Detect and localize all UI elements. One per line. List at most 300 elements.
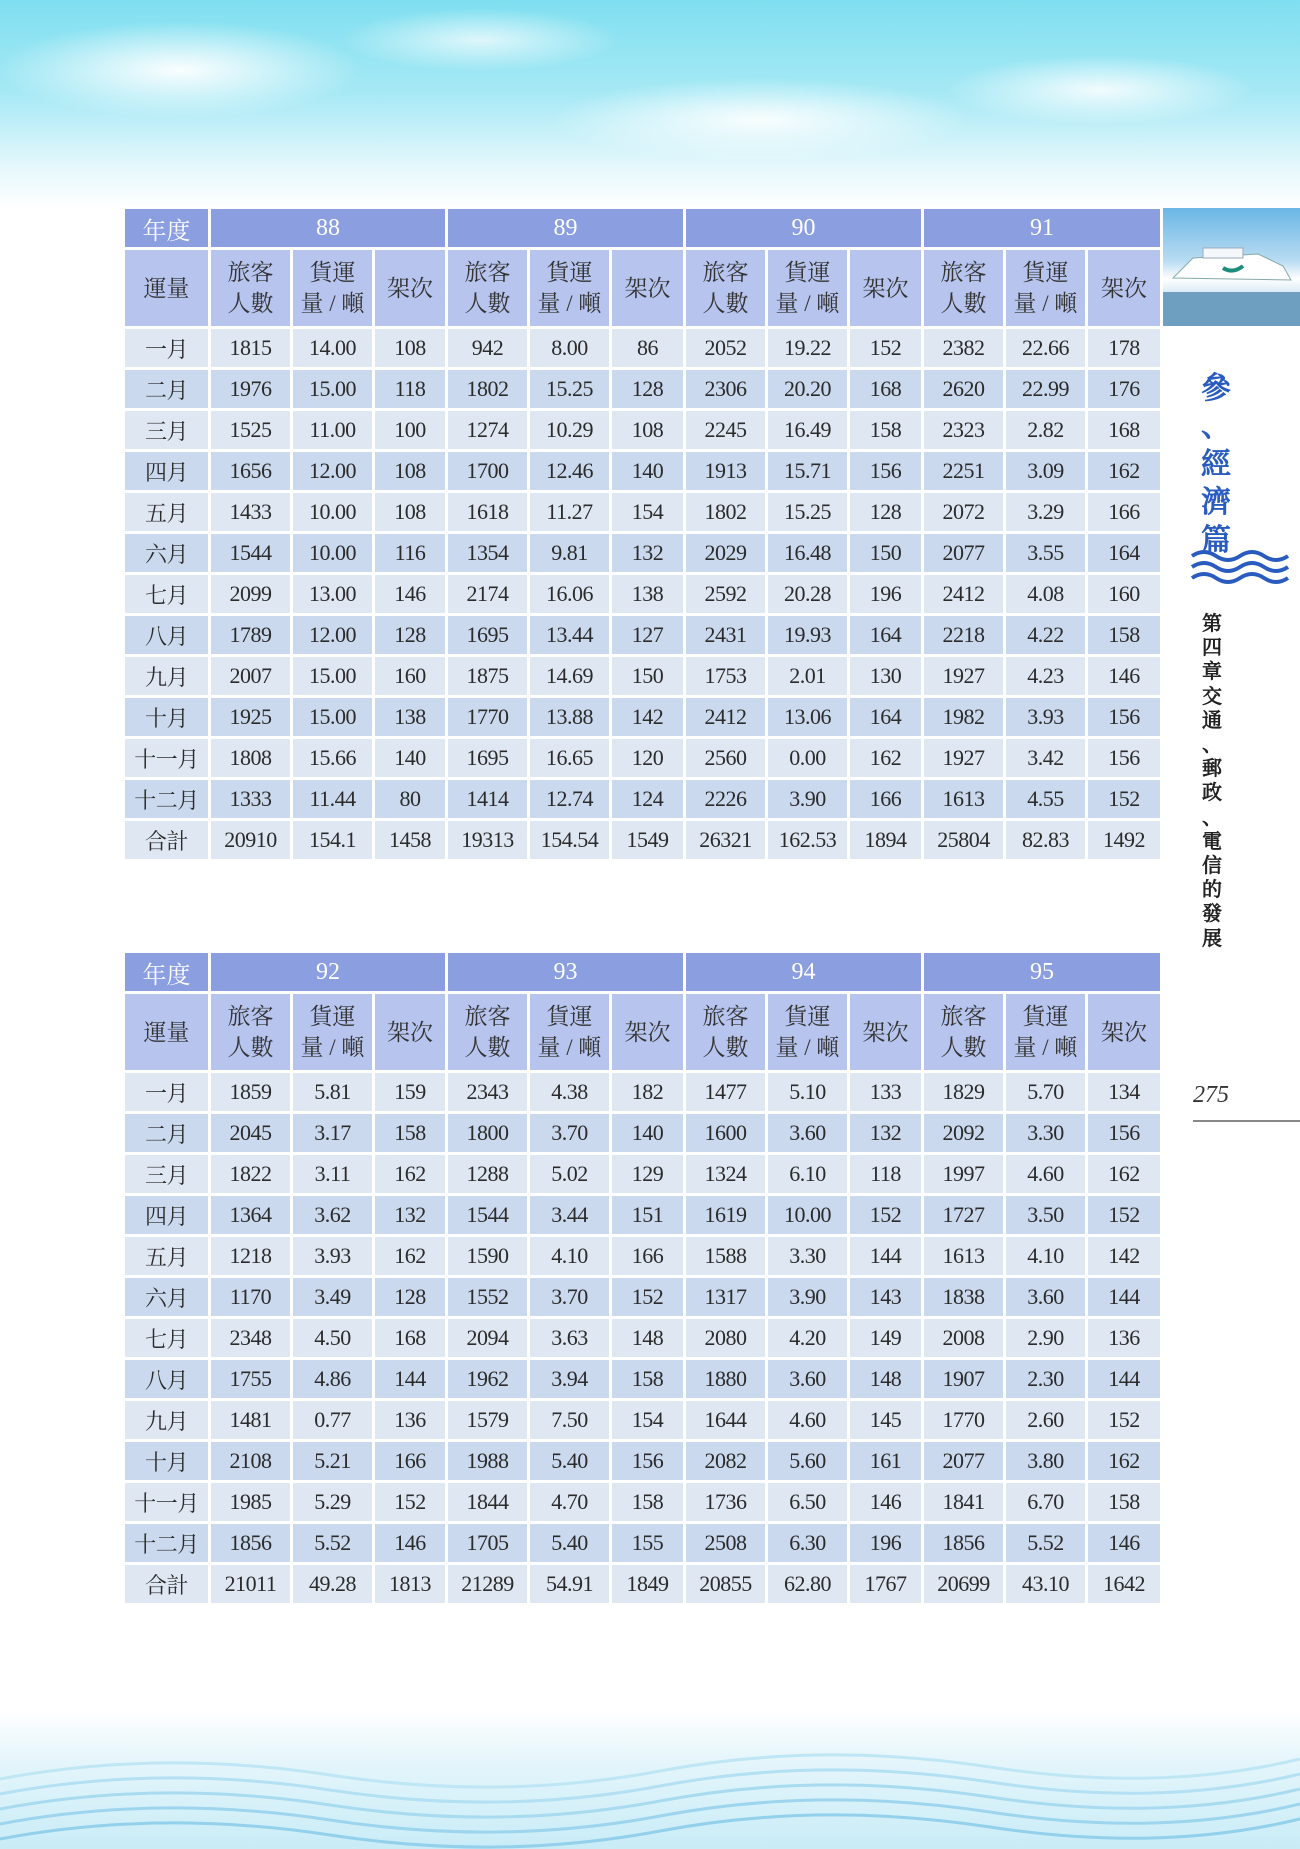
cargo-cell: 82.83 [1005, 820, 1087, 861]
cargo-cell: 15.00 [292, 656, 374, 697]
passengers-header: 旅客 人數 [923, 993, 1005, 1072]
flights-cell: 140 [611, 1113, 685, 1154]
flights-cell: 146 [374, 574, 447, 615]
flights-cell: 150 [849, 533, 923, 574]
cargo-cell: 3.70 [529, 1113, 611, 1154]
cargo-cell: 5.40 [529, 1441, 611, 1482]
cargo-cell: 154.1 [292, 820, 374, 861]
passengers-cell: 2560 [685, 738, 767, 779]
cargo-cell: 2.60 [1005, 1400, 1087, 1441]
flights-cell: 1813 [374, 1564, 447, 1605]
cargo-cell: 0.00 [767, 738, 849, 779]
flights-cell: 108 [374, 492, 447, 533]
cargo-cell: 3.80 [1005, 1441, 1087, 1482]
passengers-cell: 1856 [210, 1523, 292, 1564]
wave-ornament-icon [1190, 548, 1290, 588]
month-label: 五月 [124, 1236, 210, 1277]
table-row [124, 451, 1162, 492]
passengers-cell: 1844 [447, 1482, 529, 1523]
flight-stats-table-92-95 [122, 950, 1163, 1606]
flights-cell: 144 [1087, 1277, 1162, 1318]
cargo-cell: 3.55 [1005, 533, 1087, 574]
flights-cell: 152 [374, 1482, 447, 1523]
flights-cell: 142 [1087, 1236, 1162, 1277]
table-row [124, 1236, 1162, 1277]
table-row [124, 1564, 1162, 1605]
cargo-cell: 3.17 [292, 1113, 374, 1154]
flights-cell: 156 [1087, 1113, 1162, 1154]
section-title-char: 經 [1201, 448, 1231, 481]
passengers-cell: 1859 [210, 1072, 292, 1113]
passengers-cell: 2592 [685, 574, 767, 615]
year-label: 年度 [124, 208, 210, 249]
month-label: 三月 [124, 410, 210, 451]
passengers-cell: 1274 [447, 410, 529, 451]
passengers-cell: 1695 [447, 738, 529, 779]
passengers-cell: 1600 [685, 1113, 767, 1154]
flights-cell: 166 [374, 1441, 447, 1482]
flights-cell: 100 [374, 410, 447, 451]
passengers-cell: 1170 [210, 1277, 292, 1318]
passengers-cell: 1856 [923, 1523, 1005, 1564]
flights-header: 架次 [1087, 249, 1162, 328]
passengers-cell: 1875 [447, 656, 529, 697]
flights-cell: 164 [849, 615, 923, 656]
cargo-cell: 22.66 [1005, 328, 1087, 369]
flights-cell: 162 [374, 1154, 447, 1195]
passengers-cell: 1736 [685, 1482, 767, 1523]
flights-cell: 1894 [849, 820, 923, 861]
passengers-cell: 1333 [210, 779, 292, 820]
cargo-cell: 6.70 [1005, 1482, 1087, 1523]
flights-cell: 158 [374, 1113, 447, 1154]
flights-cell: 182 [611, 1072, 685, 1113]
table-row [124, 697, 1162, 738]
chapter-char: 發 [1202, 903, 1222, 926]
cargo-header: 貨運 量 / 噸 [1005, 993, 1087, 1072]
cargo-cell: 3.63 [529, 1318, 611, 1359]
year-cell: 93 [447, 952, 685, 993]
passengers-cell: 1962 [447, 1359, 529, 1400]
cargo-cell: 5.02 [529, 1154, 611, 1195]
flights-cell: 162 [374, 1236, 447, 1277]
flights-cell: 150 [611, 656, 685, 697]
chapter-char: 章 [1202, 661, 1222, 684]
flights-cell: 124 [611, 779, 685, 820]
passengers-cell: 1544 [210, 533, 292, 574]
section-title-vertical [1196, 370, 1236, 560]
passengers-cell: 1317 [685, 1277, 767, 1318]
month-label: 六月 [124, 533, 210, 574]
cargo-cell: 3.44 [529, 1195, 611, 1236]
flights-cell: 158 [1087, 615, 1162, 656]
cargo-cell: 4.60 [767, 1400, 849, 1441]
table-row [124, 492, 1162, 533]
cargo-cell: 4.38 [529, 1072, 611, 1113]
flights-cell: 108 [374, 451, 447, 492]
flights-header: 架次 [611, 993, 685, 1072]
cargo-cell: 10.00 [292, 492, 374, 533]
cargo-cell: 4.86 [292, 1359, 374, 1400]
cargo-cell: 162.53 [767, 820, 849, 861]
column-header-row [124, 993, 1162, 1072]
cargo-cell: 10.29 [529, 410, 611, 451]
passengers-cell: 1364 [210, 1195, 292, 1236]
cargo-cell: 3.11 [292, 1154, 374, 1195]
passengers-cell: 2226 [685, 779, 767, 820]
sea-waves-footer [0, 1709, 1300, 1849]
flights-cell: 152 [849, 328, 923, 369]
passengers-cell: 1976 [210, 369, 292, 410]
cargo-cell: 12.46 [529, 451, 611, 492]
flights-cell: 127 [611, 615, 685, 656]
month-label: 七月 [124, 574, 210, 615]
table-row [124, 738, 1162, 779]
cargo-cell: 12.74 [529, 779, 611, 820]
year-header-row [124, 208, 1162, 249]
passengers-cell: 1481 [210, 1400, 292, 1441]
cargo-cell: 2.90 [1005, 1318, 1087, 1359]
passengers-cell: 2245 [685, 410, 767, 451]
passengers-cell: 1815 [210, 328, 292, 369]
passengers-cell: 1802 [447, 369, 529, 410]
cargo-cell: 5.60 [767, 1441, 849, 1482]
flights-cell: 132 [611, 533, 685, 574]
flights-cell: 144 [1087, 1359, 1162, 1400]
table-row [124, 1113, 1162, 1154]
passengers-cell: 1644 [685, 1400, 767, 1441]
passengers-cell: 1913 [685, 451, 767, 492]
cargo-header: 貨運 量 / 噸 [529, 993, 611, 1072]
flights-cell: 152 [1087, 1400, 1162, 1441]
flights-cell: 152 [1087, 779, 1162, 820]
flights-cell: 148 [611, 1318, 685, 1359]
passengers-cell: 1579 [447, 1400, 529, 1441]
flights-cell: 154 [611, 492, 685, 533]
passengers-cell: 25804 [923, 820, 1005, 861]
chapter-char: 通 [1202, 709, 1222, 732]
cargo-cell: 3.50 [1005, 1195, 1087, 1236]
flights-header: 架次 [374, 993, 447, 1072]
cargo-cell: 2.30 [1005, 1359, 1087, 1400]
passengers-cell: 20855 [685, 1564, 767, 1605]
passengers-cell: 2099 [210, 574, 292, 615]
flights-cell: 152 [849, 1195, 923, 1236]
flights-cell: 1849 [611, 1564, 685, 1605]
passengers-cell: 2306 [685, 369, 767, 410]
cargo-cell: 5.10 [767, 1072, 849, 1113]
flights-cell: 140 [611, 451, 685, 492]
cargo-cell: 15.00 [292, 369, 374, 410]
cargo-cell: 54.91 [529, 1564, 611, 1605]
cargo-cell: 3.60 [767, 1113, 849, 1154]
cargo-cell: 16.65 [529, 738, 611, 779]
chapter-char: 郵 [1202, 758, 1222, 781]
chapter-char: 第 [1202, 613, 1222, 635]
passengers-cell: 2412 [923, 574, 1005, 615]
passengers-cell: 1525 [210, 410, 292, 451]
cargo-cell: 3.30 [1005, 1113, 1087, 1154]
cargo-cell: 4.10 [529, 1236, 611, 1277]
flights-cell: 133 [849, 1072, 923, 1113]
cargo-cell: 3.93 [1005, 697, 1087, 738]
flights-cell: 120 [611, 738, 685, 779]
flights-cell: 1458 [374, 820, 447, 861]
chapter-char: 四 [1202, 637, 1222, 660]
passengers-cell: 2007 [210, 656, 292, 697]
flights-cell: 161 [849, 1441, 923, 1482]
flights-cell: 132 [374, 1195, 447, 1236]
cargo-cell: 154.54 [529, 820, 611, 861]
cargo-cell: 15.66 [292, 738, 374, 779]
passengers-header: 旅客 人數 [685, 249, 767, 328]
flights-cell: 1642 [1087, 1564, 1162, 1605]
flights-cell: 144 [849, 1236, 923, 1277]
flights-cell: 146 [849, 1482, 923, 1523]
table-row [124, 533, 1162, 574]
passengers-cell: 1324 [685, 1154, 767, 1195]
flights-cell: 80 [374, 779, 447, 820]
section-title-char: 參 [1201, 372, 1231, 405]
cargo-cell: 4.60 [1005, 1154, 1087, 1195]
flights-cell: 1767 [849, 1564, 923, 1605]
passengers-cell: 2412 [685, 697, 767, 738]
passengers-cell: 1800 [447, 1113, 529, 1154]
cargo-cell: 5.40 [529, 1523, 611, 1564]
flights-cell: 158 [849, 410, 923, 451]
month-label: 三月 [124, 1154, 210, 1195]
cargo-cell: 3.90 [767, 779, 849, 820]
table-row [124, 615, 1162, 656]
flights-cell: 162 [1087, 1441, 1162, 1482]
passengers-header: 旅客 人數 [923, 249, 1005, 328]
passengers-cell: 2052 [685, 328, 767, 369]
section-title-char: 、 [1201, 410, 1231, 443]
cargo-cell: 11.44 [292, 779, 374, 820]
table-row [124, 1482, 1162, 1523]
cargo-cell: 4.22 [1005, 615, 1087, 656]
passengers-cell: 1288 [447, 1154, 529, 1195]
cargo-cell: 16.49 [767, 410, 849, 451]
passengers-cell: 1829 [923, 1072, 1005, 1113]
flights-cell: 144 [374, 1359, 447, 1400]
passengers-cell: 2094 [447, 1318, 529, 1359]
flights-cell: 168 [849, 369, 923, 410]
passengers-cell: 2218 [923, 615, 1005, 656]
cargo-cell: 4.70 [529, 1482, 611, 1523]
passengers-cell: 2348 [210, 1318, 292, 1359]
passengers-cell: 2431 [685, 615, 767, 656]
year-cell: 94 [685, 952, 923, 993]
cargo-cell: 13.44 [529, 615, 611, 656]
month-label: 合計 [124, 1564, 210, 1605]
passengers-cell: 1218 [210, 1236, 292, 1277]
passengers-cell: 1753 [685, 656, 767, 697]
cargo-cell: 5.29 [292, 1482, 374, 1523]
cargo-cell: 19.93 [767, 615, 849, 656]
cargo-cell: 3.93 [292, 1236, 374, 1277]
cargo-cell: 3.94 [529, 1359, 611, 1400]
flights-cell: 168 [374, 1318, 447, 1359]
passengers-cell: 1656 [210, 451, 292, 492]
flights-cell: 136 [374, 1400, 447, 1441]
month-label: 五月 [124, 492, 210, 533]
month-label: 九月 [124, 1400, 210, 1441]
cargo-cell: 3.30 [767, 1236, 849, 1277]
passengers-cell: 1770 [447, 697, 529, 738]
page-number: 275 [1193, 1082, 1229, 1108]
year-header-row [124, 952, 1162, 993]
flights-cell: 129 [611, 1154, 685, 1195]
flights-cell: 149 [849, 1318, 923, 1359]
passengers-cell: 1802 [685, 492, 767, 533]
passengers-cell: 2620 [923, 369, 1005, 410]
flights-cell: 160 [374, 656, 447, 697]
passengers-cell: 1982 [923, 697, 1005, 738]
cargo-cell: 3.62 [292, 1195, 374, 1236]
passengers-cell: 2077 [923, 1441, 1005, 1482]
flights-cell: 176 [1087, 369, 1162, 410]
flights-cell: 155 [611, 1523, 685, 1564]
flights-cell: 159 [374, 1072, 447, 1113]
passengers-cell: 2323 [923, 410, 1005, 451]
cargo-cell: 15.00 [292, 697, 374, 738]
chapter-char: 、 [1202, 734, 1222, 757]
cargo-cell: 6.50 [767, 1482, 849, 1523]
table-row [124, 779, 1162, 820]
flights-cell: 166 [1087, 492, 1162, 533]
flights-cell: 146 [374, 1523, 447, 1564]
flight-stats-table-88-91 [122, 206, 1163, 862]
passengers-cell: 1822 [210, 1154, 292, 1195]
table-row [124, 1318, 1162, 1359]
passengers-cell: 2174 [447, 574, 529, 615]
passengers-cell: 1838 [923, 1277, 1005, 1318]
flights-cell: 128 [374, 1277, 447, 1318]
flights-cell: 196 [849, 574, 923, 615]
table-row [124, 1359, 1162, 1400]
passengers-cell: 1613 [923, 1236, 1005, 1277]
flights-cell: 128 [374, 615, 447, 656]
ferry-photo [1163, 208, 1300, 326]
section-title-char: 篇 [1201, 524, 1231, 557]
cargo-cell: 22.99 [1005, 369, 1087, 410]
flights-cell: 152 [611, 1277, 685, 1318]
flights-cell: 136 [1087, 1318, 1162, 1359]
flights-cell: 156 [849, 451, 923, 492]
cargo-cell: 3.70 [529, 1277, 611, 1318]
passengers-cell: 19313 [447, 820, 529, 861]
passengers-cell: 2508 [685, 1523, 767, 1564]
cargo-cell: 3.60 [767, 1359, 849, 1400]
flights-cell: 158 [1087, 1482, 1162, 1523]
flights-cell: 86 [611, 328, 685, 369]
chapter-title-vertical [1196, 612, 1228, 951]
cargo-cell: 15.25 [767, 492, 849, 533]
cargo-cell: 5.52 [1005, 1523, 1087, 1564]
cargo-cell: 5.81 [292, 1072, 374, 1113]
passengers-cell: 1544 [447, 1195, 529, 1236]
passengers-cell: 1613 [923, 779, 1005, 820]
cargo-cell: 49.28 [292, 1564, 374, 1605]
passengers-cell: 1907 [923, 1359, 1005, 1400]
flights-cell: 116 [374, 533, 447, 574]
passengers-cell: 1841 [923, 1482, 1005, 1523]
cargo-cell: 2.01 [767, 656, 849, 697]
passengers-cell: 26321 [685, 820, 767, 861]
passengers-cell: 2108 [210, 1441, 292, 1482]
passengers-cell: 1789 [210, 615, 292, 656]
chapter-char: 交 [1202, 685, 1222, 708]
passengers-cell: 1808 [210, 738, 292, 779]
passengers-cell: 1997 [923, 1154, 1005, 1195]
passengers-cell: 2008 [923, 1318, 1005, 1359]
cargo-cell: 3.09 [1005, 451, 1087, 492]
cargo-cell: 14.69 [529, 656, 611, 697]
month-label: 九月 [124, 656, 210, 697]
flights-cell: 145 [849, 1400, 923, 1441]
cargo-cell: 5.21 [292, 1441, 374, 1482]
chapter-char: 展 [1202, 927, 1222, 950]
cargo-cell: 14.00 [292, 328, 374, 369]
passengers-cell: 20910 [210, 820, 292, 861]
passengers-cell: 21011 [210, 1564, 292, 1605]
cargo-header: 貨運 量 / 噸 [767, 249, 849, 328]
flights-cell: 160 [1087, 574, 1162, 615]
year-cell: 88 [210, 208, 447, 249]
table-row [124, 1441, 1162, 1482]
cargo-cell: 19.22 [767, 328, 849, 369]
passengers-cell: 1700 [447, 451, 529, 492]
passengers-cell: 2251 [923, 451, 1005, 492]
cargo-cell: 20.28 [767, 574, 849, 615]
flights-header: 架次 [611, 249, 685, 328]
passengers-cell: 1985 [210, 1482, 292, 1523]
flights-cell: 108 [611, 410, 685, 451]
table-row [124, 1195, 1162, 1236]
table-row [124, 328, 1162, 369]
section-title-char: 濟 [1201, 486, 1231, 519]
flights-cell: 148 [849, 1359, 923, 1400]
table-row [124, 369, 1162, 410]
table-row [124, 574, 1162, 615]
cargo-cell: 6.30 [767, 1523, 849, 1564]
passengers-cell: 1925 [210, 697, 292, 738]
table-row [124, 410, 1162, 451]
passengers-header: 旅客 人數 [210, 249, 292, 328]
cargo-cell: 2.82 [1005, 410, 1087, 451]
month-label: 十月 [124, 1441, 210, 1482]
passengers-cell: 1590 [447, 1236, 529, 1277]
passengers-cell: 1927 [923, 656, 1005, 697]
passengers-cell: 1880 [685, 1359, 767, 1400]
chapter-char: 電 [1202, 830, 1222, 853]
month-label: 七月 [124, 1318, 210, 1359]
volume-label: 運量 [124, 249, 210, 328]
passengers-cell: 1354 [447, 533, 529, 574]
cargo-cell: 4.20 [767, 1318, 849, 1359]
year-cell: 95 [923, 952, 1162, 993]
month-label: 一月 [124, 1072, 210, 1113]
passengers-cell: 2343 [447, 1072, 529, 1113]
year-label: 年度 [124, 952, 210, 993]
month-label: 二月 [124, 369, 210, 410]
cargo-cell: 3.42 [1005, 738, 1087, 779]
cargo-cell: 3.29 [1005, 492, 1087, 533]
flights-cell: 1549 [611, 820, 685, 861]
cargo-cell: 0.77 [292, 1400, 374, 1441]
passengers-header: 旅客 人數 [210, 993, 292, 1072]
